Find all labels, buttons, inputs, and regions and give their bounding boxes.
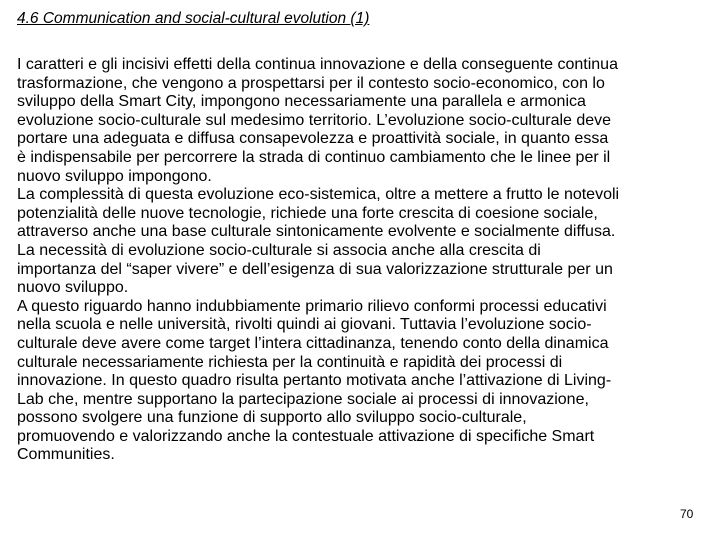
body-line: trasformazione, che vengono a prospettarsi per il contesto socio-economico, con lo [17, 74, 605, 92]
body-line: evoluzione socio-culturale sul medesimo territorio. L’evoluzione socio-culturale deve [17, 111, 612, 129]
body-line: è indispensabile per percorrere la strada di continuo cambiamento che le linee per il [17, 148, 611, 166]
body-line: nella scuola e nelle università, rivolti quindi ai giovani. Tuttavia l’evoluzione socio- [17, 316, 592, 334]
body-line: Lab che, mentre supportano la partecipazione sociale ai processi di innovazione, [17, 390, 589, 408]
body-text [17, 56, 707, 465]
slide-title: 4.6 Communication and social-cultural evolution (1) [17, 10, 370, 27]
page-number: 70 [680, 507, 694, 521]
body-line: attraverso anche una base culturale sintonicamente evolvente e socialmente diffusa. [17, 223, 616, 241]
body-line: sviluppo della Smart City, impongono necessariamente una parallela e armonica [17, 93, 586, 111]
body-line: A questo riguardo hanno indubbiamente primario rilievo conformi processi educativi [17, 297, 607, 315]
body-line: nuovo sviluppo impongono. [17, 167, 212, 185]
body-line: possono svolgere una funzione di supporto allo sviluppo socio-culturale, [17, 409, 527, 427]
body-line: culturale necessariamente richiesta per la continuità e rapidità dei processi di [17, 353, 563, 371]
body-line: portare una adeguata e diffusa consapevolezza e proattività sociale, in quanto essa [17, 130, 609, 148]
body-line: Communities. [17, 446, 115, 464]
body-line: potenzialità delle nuove tecnologie, richiede una forte crescita di coesione sociale, [17, 204, 598, 222]
body-line: promuovendo e valorizzando anche la contestuale attivazione di specifiche Smart [17, 427, 595, 445]
body-line: innovazione. In questo quadro risulta pertanto motivata anche l’attivazione di Living- [17, 372, 612, 390]
body-line: importanza del “saper vivere” e dell’esigenza di sua valorizzazione strutturale per un [17, 260, 613, 278]
body-line: nuovo sviluppo. [17, 279, 129, 297]
body-line: I caratteri e gli incisivi effetti della continua innovazione e della conseguente continua [17, 56, 618, 73]
body-line: La necessità di evoluzione socio-culturale si associa anche alla crescita di [17, 241, 541, 259]
body-line: La complessità di questa evoluzione eco-sistemica, oltre a mettere a frutto le notevoli [17, 186, 620, 204]
body-line: culturale deve avere come target l’intera cittadinanza, tenendo conto della dinamica [17, 334, 609, 352]
